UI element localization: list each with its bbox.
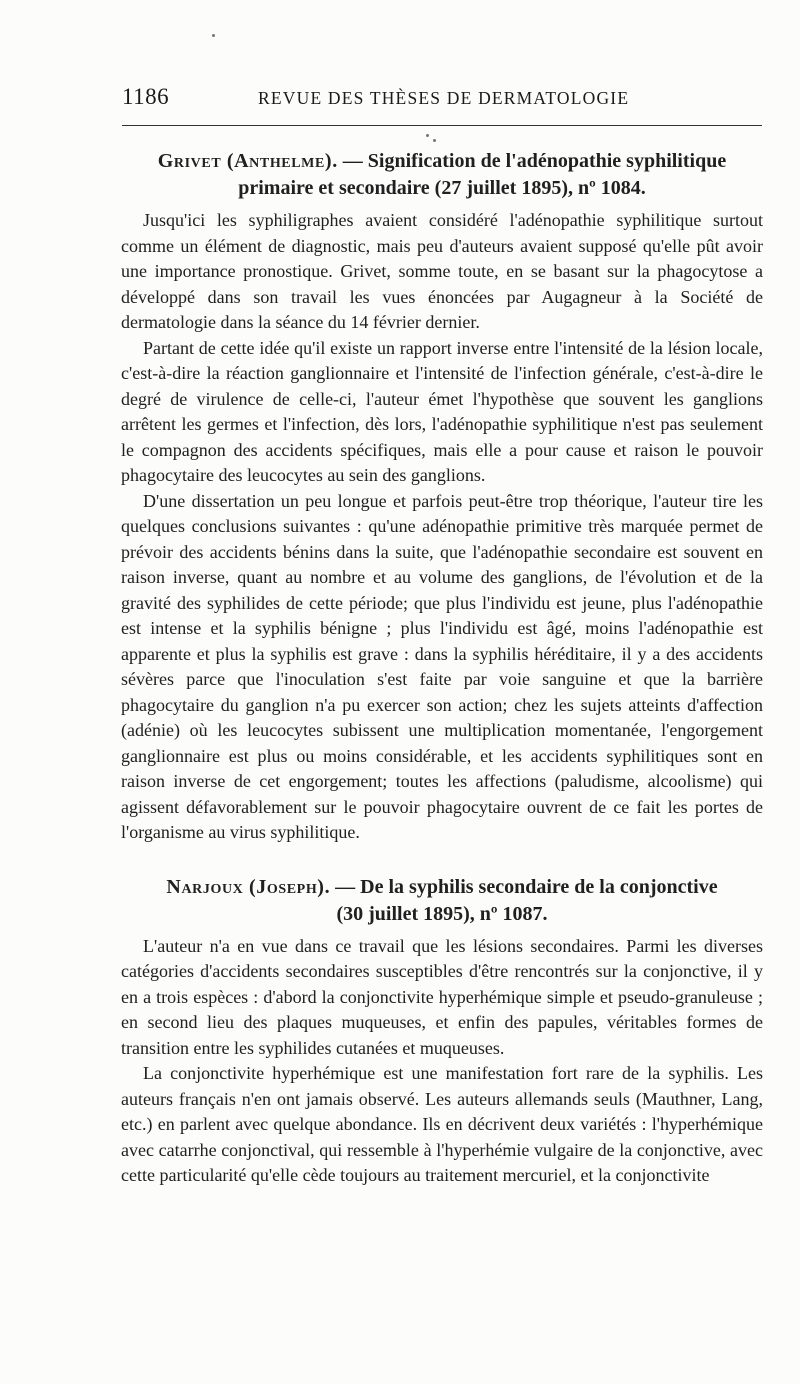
entry-heading bbox=[121, 148, 763, 202]
running-title: REVUE DES THÈSES DE DERMATOLOGIE bbox=[258, 88, 630, 108]
paragraph: L'auteur n'a en vue dans ce travail que les lésions secondaires. Parmi les diverses catégories d'accidents secondaires susceptibles d'être rencontrés sur la conjonctive, il y en a trois espèces : d'abord la conjonctivite hyperhémique simple et pseudo-granuleuse ; en second lieu des plaques muqueuses, et enfin des papules, véritables formes de transition entre les syphilides cutanées et muqueuses. bbox=[121, 935, 763, 1058]
article-body bbox=[121, 148, 763, 1189]
print-speck bbox=[212, 34, 215, 37]
page-header bbox=[122, 84, 762, 114]
print-speck bbox=[433, 139, 436, 142]
header-rule bbox=[122, 125, 762, 126]
print-speck bbox=[426, 134, 429, 137]
entry-title-line1: — De la syphilis secondaire de la conjonctive bbox=[335, 875, 718, 898]
entry-author: Grivet (Anthelme). bbox=[157, 150, 338, 172]
entry-heading bbox=[121, 874, 763, 928]
paragraph: Jusqu'ici les syphiligraphes avaient considéré l'adénopathie syphilitique surtout comme un élément de diagnostic, mais peu d'auteurs avaient supposé qu'elle pût avoir une importance pronostique. Grivet, somme toute, en se basant sur la phagocytose a développé dans son travail les vues énoncées par Augagneur à la Société de dermatologie dans la séance du 14 février dernier. bbox=[121, 210, 763, 332]
entry-title-line2: primaire et secondaire (27 juillet 1895), nº 1084. bbox=[238, 177, 646, 199]
thesis-entry-narjoux bbox=[121, 874, 763, 1189]
paragraph: Partant de cette idée qu'il existe un rapport inverse entre l'intensité de la lésion locale, c'est-à-dire la réaction ganglionnaire et l'intensité de l'infection générale, c'est-à-dire le degré de virulence de celle-ci, l'auteur émet l'hypothèse que souvent les ganglions arrêtent les germes et l'infection, dès lors, l'adénopathie syphilitique n'est pas seulement le compagnon des accidents spécifiques, mais elle a pour cause et raison le pouvoir phagocytaire des leucocytes au sein des ganglions. bbox=[121, 337, 763, 485]
entry-author: Narjoux (Joseph). bbox=[166, 875, 331, 898]
entry-separator bbox=[121, 846, 763, 874]
entry-title-line2: (30 juillet 1895), nº 1087. bbox=[336, 902, 548, 925]
paragraph: La conjonctivite hyperhémique est une manifestation fort rare de la syphilis. Les auteurs français n'en ont jamais observé. Les auteurs allemands seuls (Mauthner, Lang, etc.) en parlent avec quelque abondance. Ils en décrivent deux variétés : l'hyperhémique avec catarrhe conjonctival, qui ressemble à l'hyperhémie vulgaire de la conjonctive, avec cette particularité qu'elle cède toujours au traitement mercuriel, et la conjonctivite bbox=[121, 1063, 763, 1185]
entry-title-line1: — Signification de l'adénopathie syphilitique bbox=[342, 150, 727, 172]
page-number: 1186 bbox=[122, 84, 170, 109]
thesis-entry-grivet bbox=[121, 148, 763, 846]
paragraph: D'une dissertation un peu longue et parfois peut-être trop théorique, l'auteur tire les quelques conclusions suivantes : qu'une adénopathie primitive très marquée permet de prévoir des accidents bénins dans la suite, que l'adénopathie secondaire est souvent en raison inverse, quant au nombre et au volume des ganglions, de l'évolution et de la gravité des syphilides de cette période; que plus l'individu est jeune, plus l'adénopathie est intense et la syphilis bénigne ; plus l'individu est âgé, moins l'adénopathie est apparente et plus la syphilis est grave : dans la syphilis héréditaire, il y a des accidents sévères parce que l'inoculation s'est faite par voie sanguine et que la barrière phagocytaire du ganglion n'a pu exercer son action; chez les sujets atteints d'affection (adénie) où les leucocytes subissent une multiplication momentanée, l'engorgement ganglionnaire est plus ou moins considérable, et les accidents syphilitiques sont en raison inverse de cet engorgement; toutes les affections (paludisme, alcoolisme) qui agissent défavorablement sur le pouvoir phagocytaire ouvrent de ce fait les portes de l'organisme au virus syphilitique. bbox=[121, 490, 763, 842]
